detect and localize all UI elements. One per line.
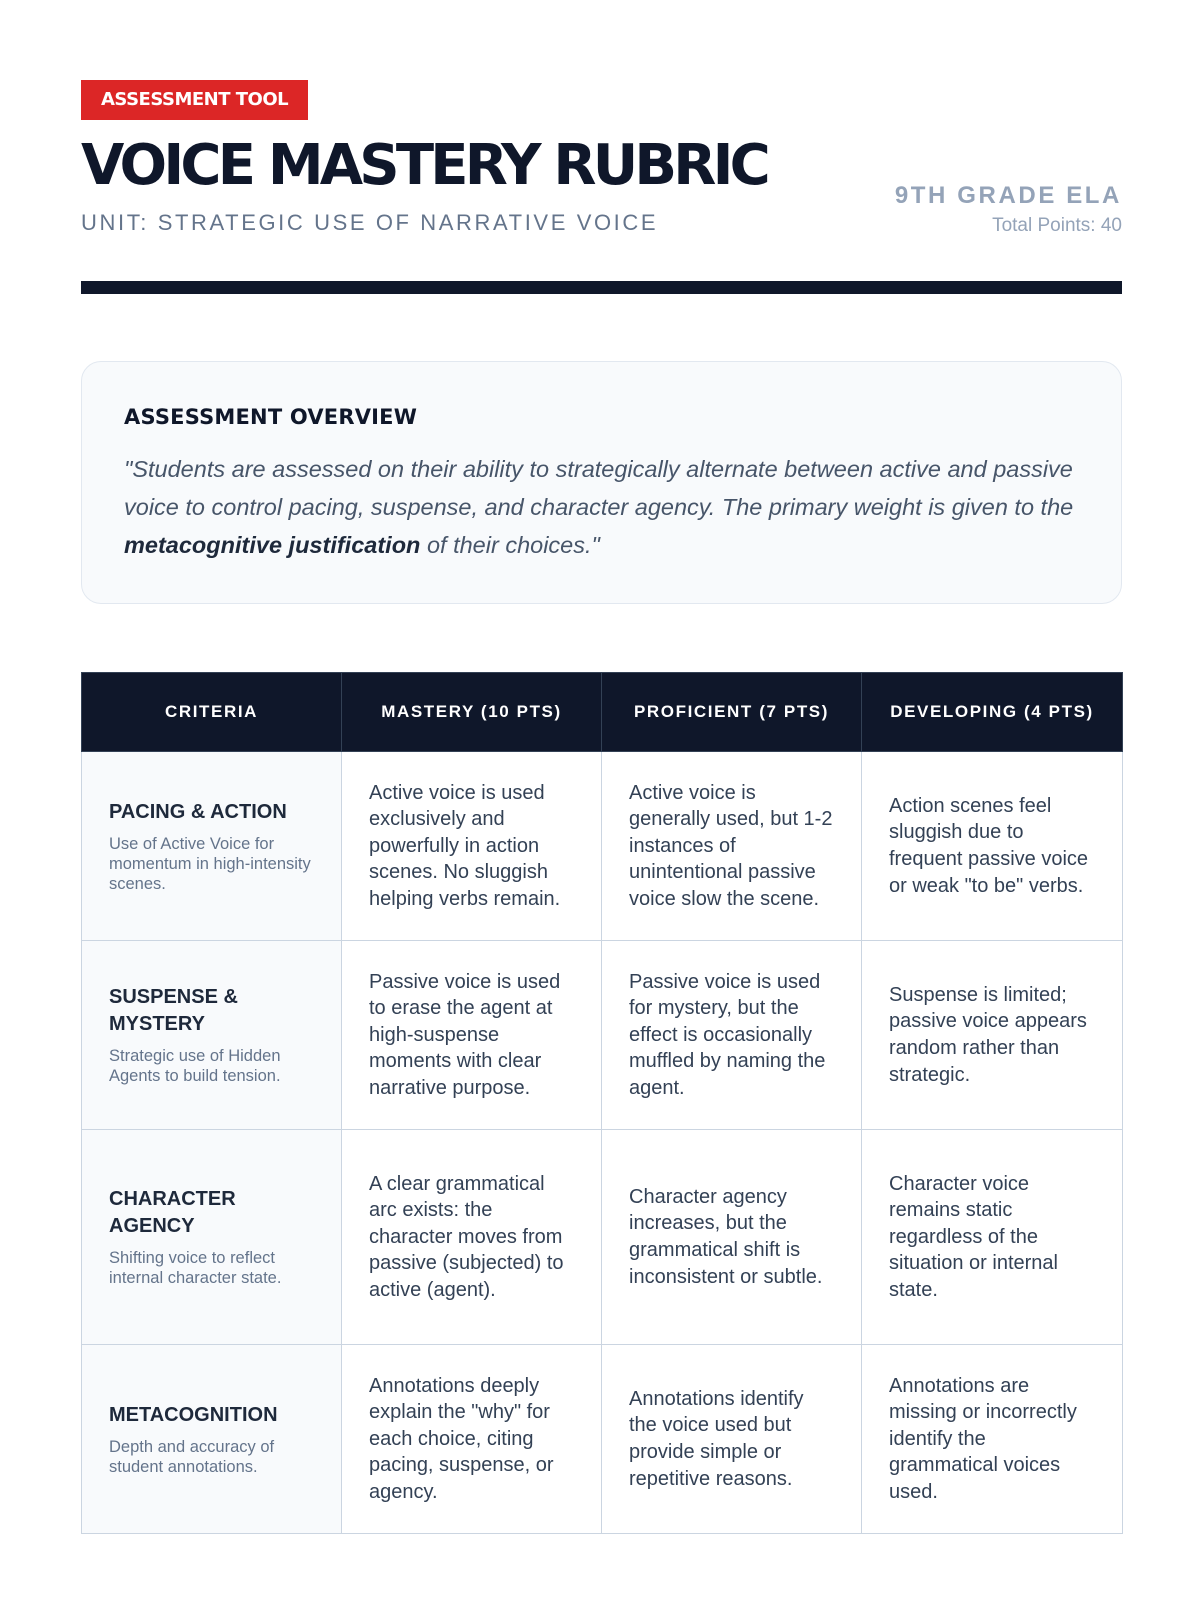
total-points: Total Points: 40 [992,215,1122,236]
developing-text: Character voice remains static regardless of the situation or internal state. [889,1172,1058,1301]
mastery-text: Annotations deeply explain the "why" for each choice, citing pacing, suspense, or agency. [369,1374,554,1503]
developing-cell [862,1345,1123,1534]
criteria-description: Depth and accuracy of student annotations. [109,1437,275,1476]
overview-emphasis: metacognitive justification [124,532,421,558]
criteria-name: METACOGNITION [109,1403,278,1426]
column-header-criteria: CRITERIA [82,673,342,752]
rubric-header-row [82,673,1123,752]
rubric-table [81,672,1123,1534]
proficient-cell [602,752,862,941]
table-row [82,941,1123,1130]
mastery-text: Passive voice is used to erase the agent at high-suspense moments with clear narrative purpose. [369,970,561,1099]
proficient-text: Annotations identify the voice used but provide simple or repetitive reasons. [629,1387,804,1490]
mastery-cell [342,752,602,941]
criteria-name: SUSPENSE & MYSTERY [109,986,238,1035]
mastery-cell [342,1130,602,1345]
criteria-cell [82,1345,342,1534]
column-header-developing: DEVELOPING (4 PTS) [862,673,1123,752]
criteria-description: Shifting voice to reflect internal character state. [109,1249,282,1287]
overview-text-end: of their choices." [420,532,600,558]
assessment-overview-card [81,361,1122,604]
developing-text: Annotations are missing or incorrectly identify the grammatical voices used. [889,1374,1077,1503]
unit-subtitle: UNIT: STRATEGIC USE OF NARRATIVE VOICE [81,210,659,235]
mastery-text: Active voice is used exclusively and powerfully in action scenes. No sluggish helping verbs remain. [369,781,561,910]
developing-text: Action scenes feel sluggish due to frequent passive voice or weak "to be" verbs. [889,794,1089,897]
mastery-cell [342,1345,602,1534]
criteria-cell [82,752,342,941]
criteria-description: Strategic use of Hidden Agents to build tension. [109,1047,281,1085]
criteria-name: PACING & ACTION [109,800,287,823]
mastery-cell [342,941,602,1130]
developing-cell [862,752,1123,941]
table-row [82,1345,1123,1534]
overview-title: ASSESSMENT OVERVIEW [124,405,418,429]
developing-cell [862,941,1123,1130]
header-divider [81,281,1122,294]
criteria-cell [82,1130,342,1345]
criteria-cell [82,941,342,1130]
proficient-text: Character agency increases, but the grammatical shift is inconsistent or subtle. [629,1185,823,1288]
column-header-mastery: MASTERY (10 PTS) [342,673,602,752]
table-row [82,752,1123,941]
overview-text-start: "Students are assessed on their ability to strategically alternate between active and passive voice to control pacing, suspense, and character agency. The primary weight is given to the [124,456,1074,520]
developing-cell [862,1130,1123,1345]
proficient-text: Active voice is generally used, but 1-2 instances of unintentional passive voice slow the scene. [629,781,833,910]
overview-text [124,450,1084,564]
developing-text: Suspense is limited; passive voice appears random rather than strategic. [889,983,1087,1086]
column-header-proficient: PROFICIENT (7 PTS) [602,673,862,752]
proficient-cell [602,941,862,1130]
assessment-tool-tag: ASSESSMENT TOOL [81,80,308,120]
grade-level: 9TH GRADE ELA [894,182,1122,209]
proficient-text: Passive voice is used for mystery, but the effect is occasionally muffled by naming the agent. [629,970,826,1099]
table-row [82,1130,1123,1345]
proficient-cell [602,1345,862,1534]
criteria-description: Use of Active Voice for momentum in high-intensity scenes. [109,834,311,893]
proficient-cell [602,1130,862,1345]
mastery-text: A clear grammatical arc exists: the character moves from passive (subjected) to active (agent). [369,1172,564,1301]
criteria-name: CHARACTER AGENCY [109,1188,236,1237]
page-title: VOICE MASTERY RUBRIC [81,133,767,198]
